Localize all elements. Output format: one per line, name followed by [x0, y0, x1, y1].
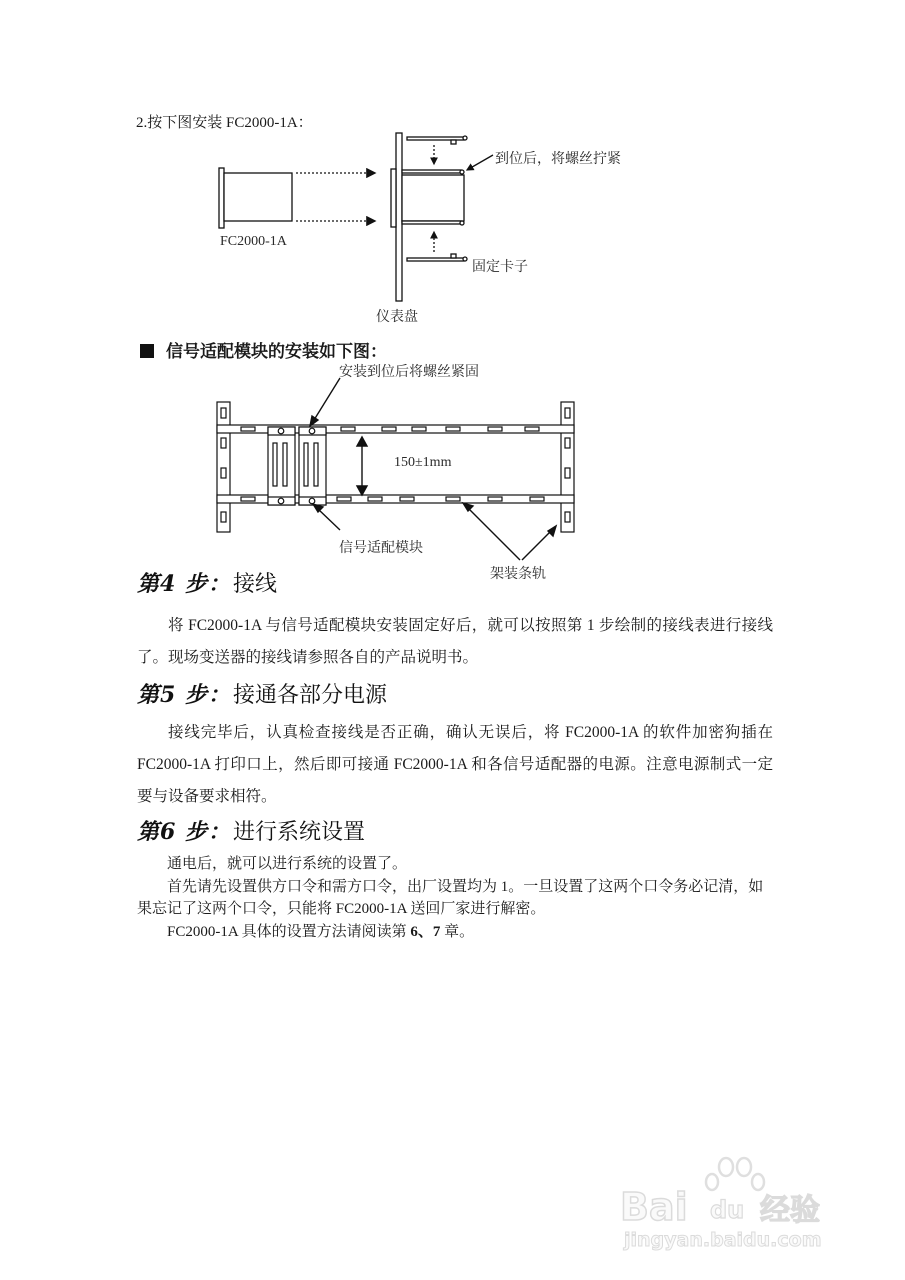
- step-6-line-2: 首先请先设置供方口令和需方口令，出厂设置均为 1。一旦设置了这两个口令务必记清，如果忘记了这两个口令，只能将 FC2000-1A 送回厂家进行解密。: [137, 878, 764, 917]
- step-5-number: 第5 步：: [137, 682, 231, 708]
- signal-module-2-icon: [299, 427, 326, 505]
- step-4-heading: [137, 567, 277, 598]
- signal-module-1-icon: [268, 427, 295, 505]
- chapter-numbers: 6、7: [410, 923, 441, 940]
- step-4-paragraph: 将 FC2000-1A 与信号适配模块安装固定好后，就可以按照第 1 步绘制的接线表进行接线了。现场变送器的接线请参照各自的产品说明书。: [137, 617, 773, 666]
- step-4-body: [137, 610, 773, 674]
- step-6-line-1: 通电后，就可以进行系统的设置了。: [167, 856, 408, 872]
- instrument-panel-label: 仪表盘: [376, 310, 418, 325]
- watermark-brand-du: du: [710, 1196, 745, 1224]
- signal-module-label: 信号适配模块: [339, 541, 423, 556]
- device-label: FC2000-1A: [220, 234, 287, 249]
- baidu-jingyan-watermark: [610, 1140, 850, 1260]
- fixing-clip-label: 固定卡子: [472, 260, 528, 275]
- step-5-heading: [137, 678, 387, 709]
- rail-label: 架装条轨: [490, 567, 546, 582]
- screw-tighten-label: 到位后，将螺丝拧紧: [495, 152, 621, 167]
- rail-upright-right-icon: [561, 402, 574, 532]
- step-6-body: [137, 853, 777, 943]
- dimension-label: 150±1mm: [394, 455, 452, 470]
- watermark-product: 经验: [760, 1193, 820, 1228]
- screw-fasten-label: 安装到位后将螺丝紧固: [339, 365, 479, 380]
- step-6-line-3-suffix: 章。: [440, 923, 475, 940]
- step-6-line-3: [137, 921, 777, 944]
- step-6-title: 进行系统设置: [232, 820, 365, 845]
- step-5-paragraph: 接线完毕后，认真检查接线是否正确，确认无误后，将 FC2000-1A 的软件加密狗插在 FC2000-1A 打印口上，然后即可接通 FC2000-1A 和各信号适配器的电源。注意电源制式一定要与设备要求相符。: [137, 724, 773, 805]
- step-5-title: 接通各部分电源: [232, 683, 387, 708]
- watermark-brand: Bai: [620, 1185, 688, 1229]
- step-6-heading: [137, 815, 365, 846]
- step-5-body: [137, 717, 773, 813]
- step-6-line-3-prefix: FC2000-1A 具体的设置方法请阅读第: [167, 923, 411, 940]
- watermark-url: jingyan.baidu.com: [624, 1229, 822, 1251]
- section-heading-text: 信号适配模块的安装如下图：: [166, 342, 387, 362]
- step-4-number: 第4 步：: [137, 571, 231, 597]
- rail-upright-left-icon: [217, 402, 230, 532]
- intro-text: 2.按下图安装 FC2000-1A：: [136, 115, 313, 131]
- paw-icon: [706, 1158, 764, 1190]
- step-6-number: 第6 步：: [137, 819, 231, 845]
- rail-mount-diagram: [0, 0, 905, 600]
- step-4-title: 接线: [232, 572, 277, 597]
